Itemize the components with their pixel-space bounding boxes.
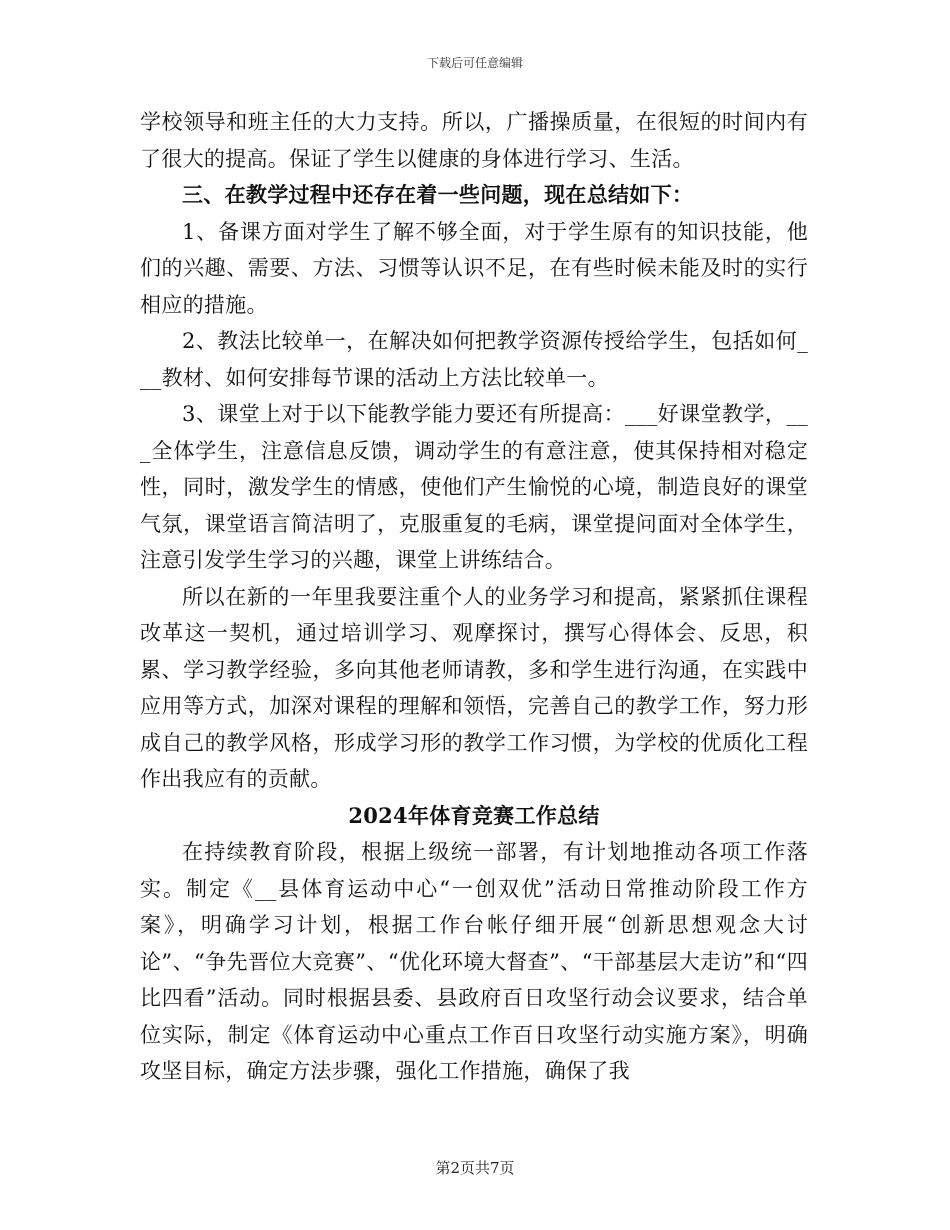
header-note: 下载后可任意编辑 bbox=[426, 56, 523, 70]
section-heading: 三、在教学过程中还存在着一些问题，现在总结如下： bbox=[182, 182, 694, 207]
document-body bbox=[140, 104, 808, 1090]
page-number: 第2页共7页 bbox=[435, 1159, 515, 1177]
document-title: 2024年体育竞赛工作总结 bbox=[348, 802, 600, 828]
paragraph-summary: 在持续教育阶段，根据上级统一部署，有计划地推动各项工作落实。制定《__县体育运动中心“一创双优”活动日常推动阶段工作方案》，明确学习计划，根据工作台帐仔细开展“创新思想观念大讨论”、“争先晋位大竞赛”、“优化环境大督查”、“干部基层大走访”和“四比四看”活动。同时根据县委、县政府百日攻坚行动会议要求，结合单位实际，制定《体育运动中心重点工作百日攻坚行动实施方案》，明确攻坚目标，确定方法步骤，强化工作措施，确保了我 bbox=[140, 840, 808, 1083]
paragraph-item-3: 3、课堂上对于以下能教学能力要还有所提高：___好课堂教学，___全体学生，注意信息反馈，调动学生的有意注意，使其保持相对稳定性，同时，激发学生的情感，使他们产生愉悦的心境，制造良好的课堂气氛，课堂语言简洁明了，克服重复的毛病，课堂提问面对全体学生，注意引发学生学习的兴趣，课堂上讲练结合。 bbox=[140, 402, 808, 572]
paragraph-continuation: 学校领导和班主任的大力支持。所以，广播操质量，在很短的时间内有了很大的提高。保证了学生以健康的身体进行学习、生活。 bbox=[140, 110, 808, 171]
paragraph-conclusion: 所以在新的一年里我要注重个人的业务学习和提高，紧紧抓住课程改革这一契机，通过培训学习、观摩探讨，撰写心得体会、反思，积累、学习教学经验，多向其他老师请教，多和学生进行沟通，在实践中应用等方式，加深对课程的理解和领悟，完善自己的教学工作，努力形成自己的教学风格，形成学习形的教学工作习惯，为学校的优质化工程作出我应有的贡献。 bbox=[140, 584, 808, 791]
paragraph-item-2: 2、教法比较单一，在解决如何把教学资源传授给学生，包括如何___教材、如何安排每节课的活动上方法比较单一。 bbox=[140, 329, 808, 390]
paragraph-item-1: 1、备课方面对学生了解不够全面，对于学生原有的知识技能，他们的兴趣、需要、方法、习惯等认识不足，在有些时候未能及时的实行相应的措施。 bbox=[140, 219, 808, 317]
